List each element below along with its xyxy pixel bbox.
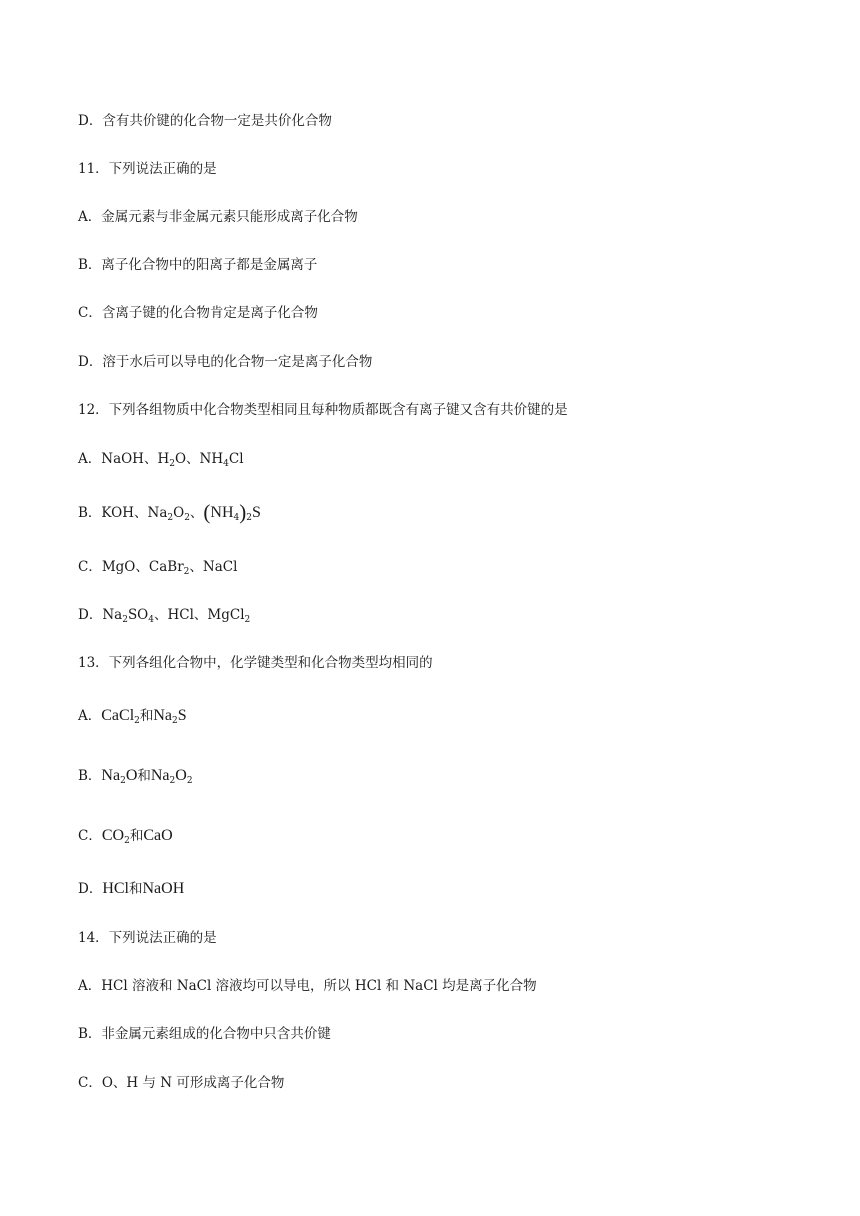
q12-option-d: D．$Na_2SO_4$、HCl、MgCl$_2$ (78, 607, 251, 625)
q14-option-a: A．HCl 溶液和 NaCl 溶液均可以导电，所以 HCl 和 NaCl 均是离子化合物 (78, 978, 537, 994)
q13-option-b: B．$Na_2O$和$Na_2O_2$ (78, 767, 193, 786)
q11-option-d: D．溶于水后可以导电的化合物一定是离子化合物 (78, 354, 373, 370)
q11-stem: 11．下列说法正确的是 (78, 161, 217, 177)
q14-option-c: C．O、H 与 N 可形成离子化合物 (78, 1075, 285, 1091)
q13-option-d: D．HCl和NaOH (78, 880, 185, 897)
q14-stem: 14．下列说法正确的是 (78, 930, 217, 946)
q13-option-c: C．$CO_2$和CaO (78, 827, 173, 846)
q11-option-c: C．含离子键的化合物肯定是离子化合物 (78, 305, 318, 321)
q11-option-b: B．离子化合物中的阳离子都是金属离子 (78, 257, 318, 273)
q11-option-a: A．金属元素与非金属元素只能形成离子化合物 (78, 209, 358, 225)
q13-stem: 13．下列各组化合物中，化学键类型和化合物类型均相同的 (78, 655, 433, 671)
q10-option-d: D．含有共价键的化合物一定是共价化合物 (78, 113, 332, 129)
q13-option-a: A．CaCl$_2$和$Na_2S$ (78, 707, 187, 726)
q12-option-a: A．NaOH、$H_2O$、$NH_4Cl$ (78, 451, 244, 469)
q12-option-b: B．KOH、$Na_2O_2$、$(NH_4)_2S$ (78, 500, 261, 524)
q14-option-b: B．非金属元素组成的化合物中只含共价键 (78, 1026, 331, 1042)
q12-stem: 12．下列各组物质中化合物类型相同且每种物质都既含有离子键又含有共价键的是 (78, 402, 568, 418)
q12-option-c: C．MgO、CaBr$_2$、NaCl (78, 559, 238, 577)
